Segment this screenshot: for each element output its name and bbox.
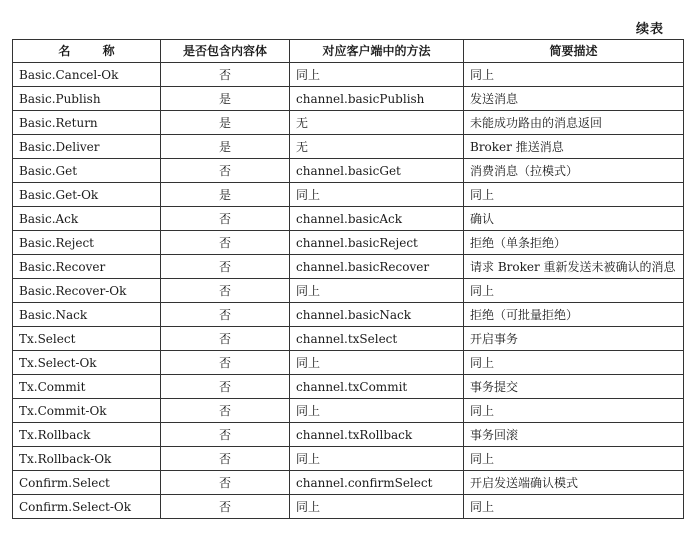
has-content-body: 否	[161, 279, 290, 303]
client-method: 同上	[290, 351, 464, 375]
method-name: Tx.Rollback	[13, 423, 161, 447]
has-content-body: 否	[161, 159, 290, 183]
table-row	[13, 495, 684, 519]
table-header-row	[13, 40, 684, 63]
table-row	[13, 303, 684, 327]
client-method: channel.basicNack	[290, 303, 464, 327]
has-content-body: 是	[161, 135, 290, 159]
method-name: Basic.Return	[13, 111, 161, 135]
method-name: Confirm.Select	[13, 471, 161, 495]
table-row	[13, 111, 684, 135]
description: 同上	[464, 279, 684, 303]
description: 同上	[464, 183, 684, 207]
method-name: Basic.Get-Ok	[13, 183, 161, 207]
table-row	[13, 183, 684, 207]
client-method: channel.basicGet	[290, 159, 464, 183]
has-content-body: 否	[161, 375, 290, 399]
has-content-body: 否	[161, 63, 290, 87]
method-name: Confirm.Select-Ok	[13, 495, 161, 519]
table-row	[13, 231, 684, 255]
description: 开启发送端确认模式	[464, 471, 684, 495]
table-row	[13, 279, 684, 303]
client-method: 同上	[290, 279, 464, 303]
method-name: Basic.Reject	[13, 231, 161, 255]
client-method: 无	[290, 135, 464, 159]
header-client-method: 对应客户端中的方法	[290, 40, 464, 63]
has-content-body: 否	[161, 207, 290, 231]
header-has-content-body: 是否包含内容体	[161, 40, 290, 63]
description: 开启事务	[464, 327, 684, 351]
table-row	[13, 87, 684, 111]
header-name: 名 称	[13, 40, 161, 63]
method-name: Basic.Get	[13, 159, 161, 183]
client-method: channel.confirmSelect	[290, 471, 464, 495]
client-method: channel.basicRecover	[290, 255, 464, 279]
method-name: Tx.Commit-Ok	[13, 399, 161, 423]
amqp-methods-table	[12, 39, 684, 519]
description: 拒绝（可批量拒绝）	[464, 303, 684, 327]
has-content-body: 否	[161, 303, 290, 327]
table-row	[13, 447, 684, 471]
has-content-body: 是	[161, 87, 290, 111]
table-row	[13, 327, 684, 351]
description: 拒绝（单条拒绝）	[464, 231, 684, 255]
has-content-body: 否	[161, 327, 290, 351]
continued-label: 续表	[635, 22, 664, 37]
has-content-body: 否	[161, 447, 290, 471]
client-method: channel.txCommit	[290, 375, 464, 399]
client-method: channel.txSelect	[290, 327, 464, 351]
table-row	[13, 135, 684, 159]
table-row	[13, 255, 684, 279]
client-method: 同上	[290, 183, 464, 207]
client-method: 同上	[290, 63, 464, 87]
description: 同上	[464, 63, 684, 87]
table-row	[13, 399, 684, 423]
table-row	[13, 423, 684, 447]
description: 同上	[464, 351, 684, 375]
method-name: Basic.Recover-Ok	[13, 279, 161, 303]
client-method: 同上	[290, 495, 464, 519]
method-name: Basic.Recover	[13, 255, 161, 279]
description: 同上	[464, 399, 684, 423]
client-method: channel.txRollback	[290, 423, 464, 447]
has-content-body: 否	[161, 471, 290, 495]
has-content-body: 否	[161, 399, 290, 423]
table-row	[13, 63, 684, 87]
description: 事务提交	[464, 375, 684, 399]
method-name: Basic.Publish	[13, 87, 161, 111]
method-name: Tx.Select	[13, 327, 161, 351]
has-content-body: 是	[161, 111, 290, 135]
client-method: channel.basicReject	[290, 231, 464, 255]
description: Broker 推送消息	[464, 135, 684, 159]
description: 事务回滚	[464, 423, 684, 447]
table-row	[13, 159, 684, 183]
table-row	[13, 207, 684, 231]
header-description: 简要描述	[464, 40, 684, 63]
has-content-body: 否	[161, 255, 290, 279]
has-content-body: 否	[161, 423, 290, 447]
method-name: Tx.Rollback-Ok	[13, 447, 161, 471]
description: 请求 Broker 重新发送未被确认的消息	[464, 255, 684, 279]
method-name: Basic.Ack	[13, 207, 161, 231]
method-name: Tx.Commit	[13, 375, 161, 399]
method-name: Basic.Deliver	[13, 135, 161, 159]
client-method: 同上	[290, 447, 464, 471]
method-name: Tx.Select-Ok	[13, 351, 161, 375]
table-row	[13, 375, 684, 399]
description: 同上	[464, 447, 684, 471]
method-name: Basic.Cancel-Ok	[13, 63, 161, 87]
has-content-body: 否	[161, 351, 290, 375]
table-row	[13, 351, 684, 375]
description: 发送消息	[464, 87, 684, 111]
has-content-body: 是	[161, 183, 290, 207]
description: 同上	[464, 495, 684, 519]
has-content-body: 否	[161, 231, 290, 255]
description: 消费消息（拉模式）	[464, 159, 684, 183]
description: 确认	[464, 207, 684, 231]
description: 未能成功路由的消息返回	[464, 111, 684, 135]
table-row	[13, 471, 684, 495]
client-method: channel.basicPublish	[290, 87, 464, 111]
has-content-body: 否	[161, 495, 290, 519]
method-name: Basic.Nack	[13, 303, 161, 327]
client-method: 无	[290, 111, 464, 135]
client-method: channel.basicAck	[290, 207, 464, 231]
client-method: 同上	[290, 399, 464, 423]
